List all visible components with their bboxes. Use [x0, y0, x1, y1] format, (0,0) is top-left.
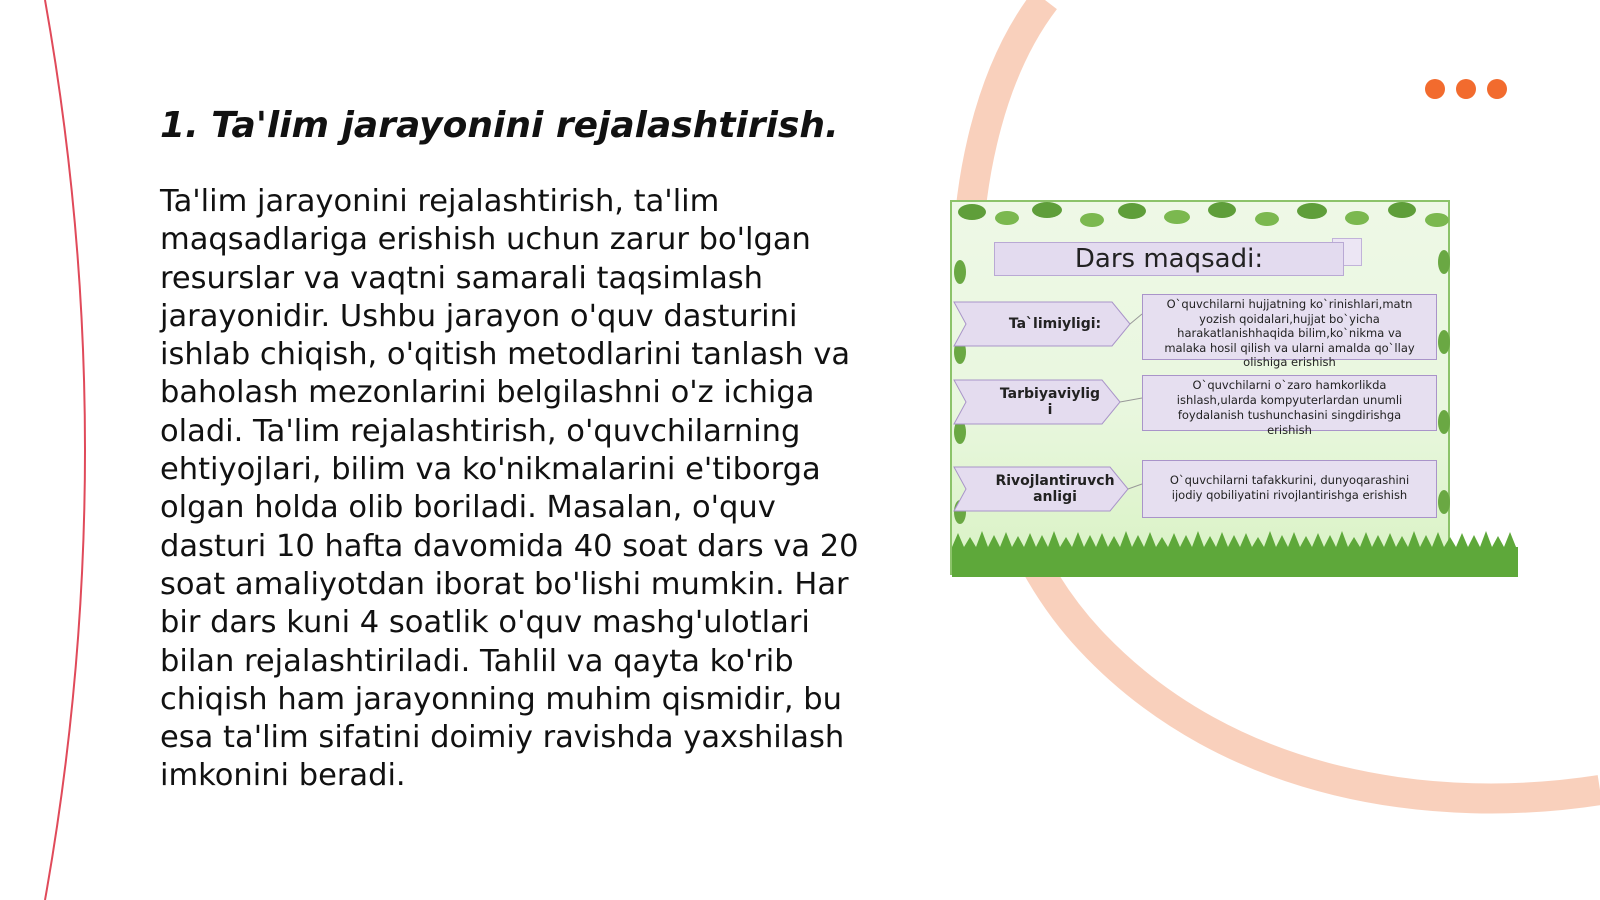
image-title: Dars maqsadi: [1074, 244, 1264, 274]
goal-line: O`quvchilarni tafakkurini, dunyoqarashini [1169, 473, 1410, 487]
goal-line: olishiga erishish [1243, 355, 1336, 369]
body-line: dasturi 10 hafta davomida 40 soat dars va 20 [160, 528, 859, 564]
label-line: Rivojlantiruvch [995, 473, 1115, 489]
body-line: bilan rejalashtiriladi. Tahlil va qayta ko'rib [160, 643, 794, 679]
goal-line: ijodiy qobiliyatini rivojlantirishga erishish [1171, 488, 1408, 502]
body-line: resurslar va vaqtni samarali taqsimlash [160, 260, 764, 296]
body-line: olgan holda olib boriladi. Masalan, o'quv [160, 490, 776, 526]
slide-body [160, 183, 859, 796]
goal-box-educational [1142, 294, 1437, 369]
goal-line: harakatlanishhaqida bilim,ko`nikma va [1177, 326, 1402, 340]
goal-box-developmental [1142, 460, 1437, 518]
goal-line: erishish [1267, 423, 1312, 437]
lesson-goals-image [950, 200, 1450, 575]
body-line: baholash mezonlarini belgilashni o'z ichiga [160, 375, 815, 411]
body-line: imkonini beradi. [160, 758, 406, 794]
label-line: Ta`limiyligi: [1008, 316, 1102, 332]
body-line: soat amaliyotdan iborat bo'lishi mumkin. Har [160, 566, 849, 602]
goal-line: ishlash,ularda kompyuterlardan unumli [1176, 393, 1403, 407]
goal-box-upbringing [1142, 375, 1437, 437]
slide-title: 1. Ta'lim jarayonini rejalashtirish. [160, 105, 839, 146]
left-red-curve [45, 0, 85, 900]
arrow-label-developmental [980, 473, 1130, 505]
connectors [1120, 314, 1142, 489]
body-line: chiqish ham jarayonning muhim qismidir, bu [160, 681, 842, 717]
arrow-label-upbringing [980, 386, 1120, 418]
more-dots-icon[interactable] [1425, 79, 1507, 99]
arrow-label-educational [980, 316, 1130, 332]
body-line: esa ta'lim sifatini doimiy ravishda yaxshilash [160, 720, 845, 756]
leaves-top [958, 202, 1449, 227]
body-line: Ta'lim jarayonini rejalashtirish, ta'lim [160, 184, 720, 219]
goal-line: O`quvchilarni hujjatning ko`rinishlari,matn [1166, 297, 1413, 311]
label-line: i [1047, 402, 1053, 418]
label-line: anligi [1033, 489, 1077, 505]
body-line: bir dars kuni 4 soatlik o'quv mashg'ulotlari [160, 605, 810, 641]
goal-line: O`quvchilarni o`zaro hamkorlikda [1192, 378, 1387, 392]
goal-line: foydalanish tushunchasini singdirishga [1177, 408, 1402, 422]
body-line: ehtiyojlari, bilim va ko'nikmalarini e'tiborga [160, 452, 821, 488]
goal-line: malaka hosil qilish va ularni amalda qo`llay [1164, 340, 1415, 355]
body-line: ishlab chiqish, o'qitish metodlarini tanlash va [160, 337, 851, 373]
dot-1 [1425, 79, 1445, 99]
body-line: jarayonidir. Ushbu jarayon o'quv dasturini [160, 298, 798, 334]
label-line: Tarbiyaviylig [999, 386, 1101, 402]
goal-line: yozish qoidalari,hujjat bo`yicha [1199, 311, 1380, 326]
body-line: maqsadlariga erishish uchun zarur bo'lgan [160, 222, 811, 258]
body-line: oladi. Ta'lim rejalashtirish, o'quvchilarning [160, 413, 801, 449]
dot-2 [1456, 79, 1476, 99]
dot-3 [1487, 79, 1507, 99]
